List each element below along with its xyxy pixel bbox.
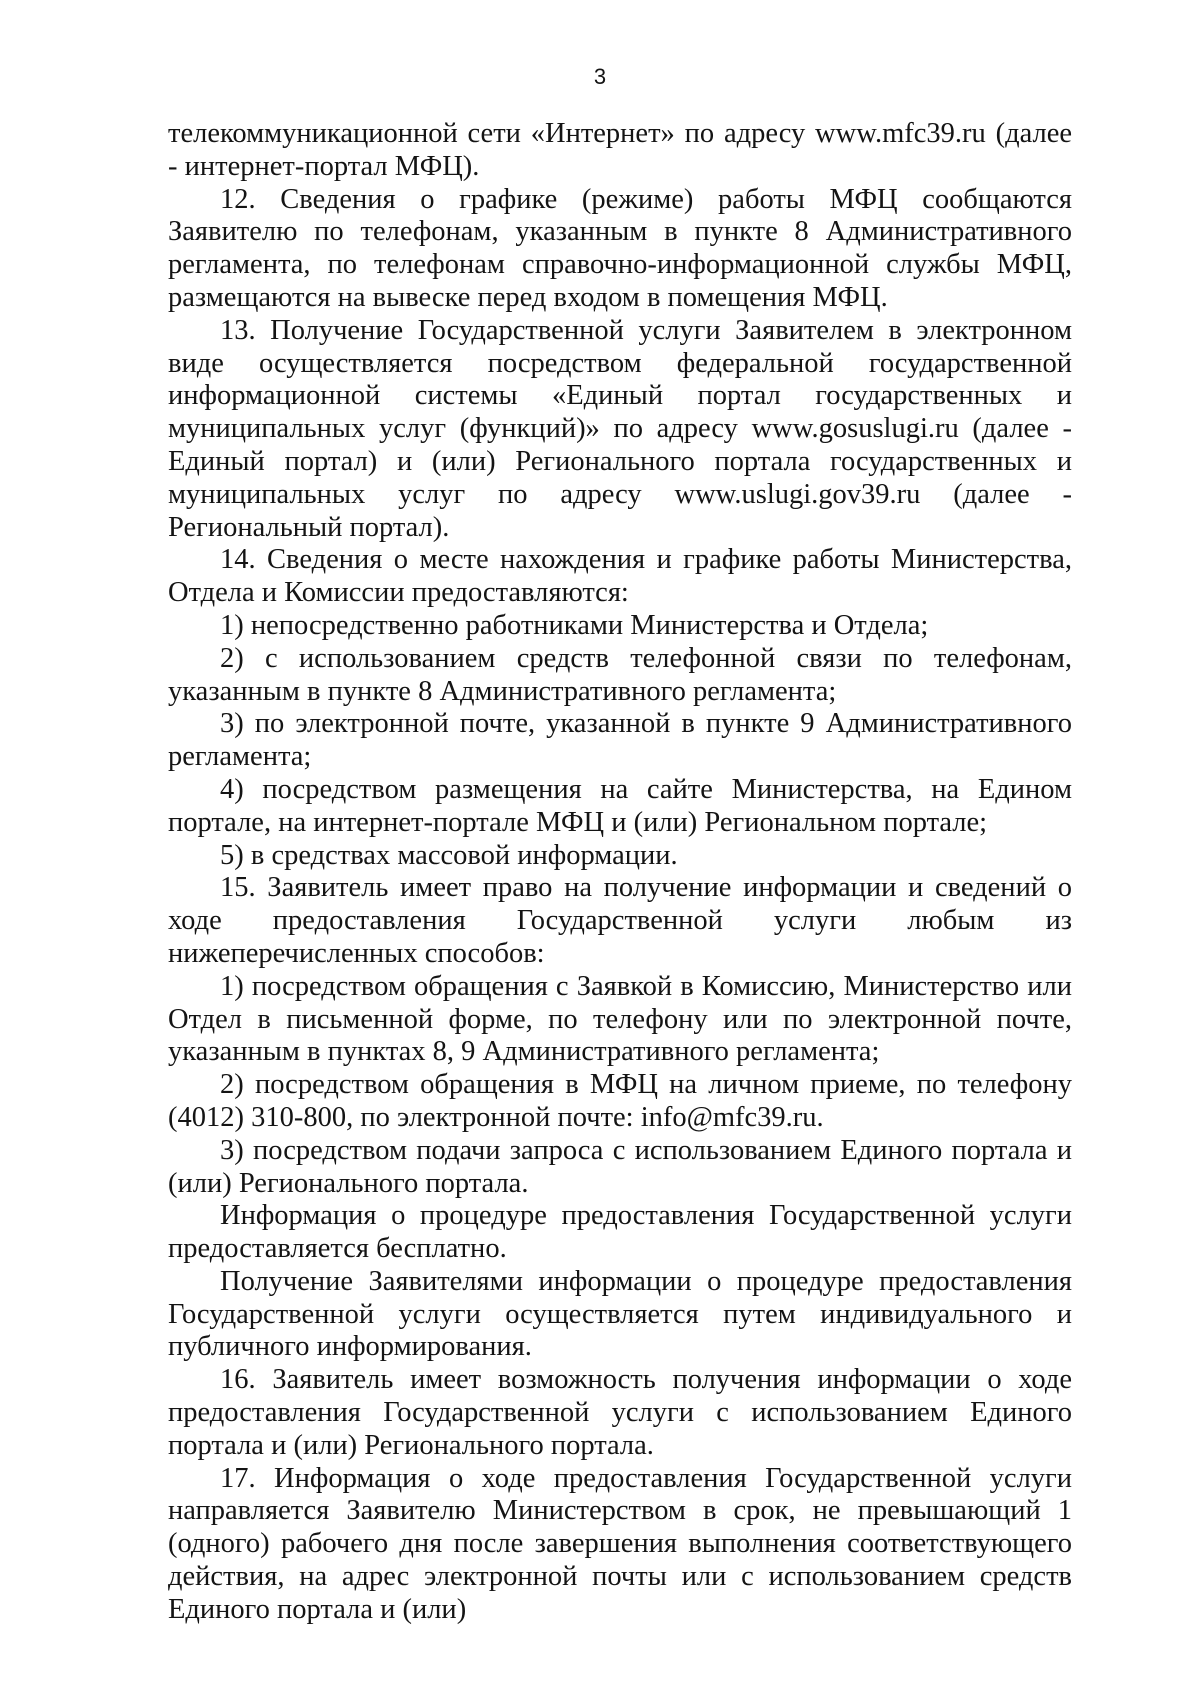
- paragraph: 14. Сведения о месте нахождения и графике работы Министерства, Отдела и Комиссии предоставляются:: [168, 544, 1072, 609]
- paragraph: 12. Сведения о графике (режиме) работы МФЦ сообщаются Заявителю по телефонам, указанным в пункте 8 Административного регламента, по телефонам справочно-информационной службы МФЦ, размещаются на вывеске перед входом в помещения МФЦ.: [168, 183, 1072, 313]
- paragraph: 17. Информация о ходе предоставления Государственной услуги направляется Заявителю Министерством в срок, не превышающий 1 (одного) рабочего дня после завершения выполнения соответствующего действия, на адрес электронной почты или с использованием средств Единого портала и (или): [168, 1462, 1072, 1625]
- paragraph: 2) с использованием средств телефонной связи по телефонам, указанным в пункте 8 Административного регламента;: [168, 642, 1072, 707]
- paragraph: 13. Получение Государственной услуги Заявителем в электронном виде осуществляется посредством федеральной государственной информационной системы «Единый портал государственных и муниципальных услуг (функций)» по адресу www.gosuslugi.ru (далее - Единый портал) и (или) Регионального портала государственных и муниципальных услуг по адресу www.uslugi.gov39.ru (далее - Региональный портал).: [168, 314, 1072, 543]
- document-body: [168, 118, 1072, 1627]
- paragraph: 3) посредством подачи запроса с использованием Единого портала и (или) Регионального портала.: [168, 1134, 1072, 1199]
- paragraph: 4) посредством размещения на сайте Министерства, на Едином портале, на интернет-портале МФЦ и (или) Региональном портале;: [168, 773, 1072, 838]
- paragraph: 5) в средствах массовой информации.: [220, 839, 678, 871]
- paragraph: 1) посредством обращения с Заявкой в Комиссию, Министерство или Отдел в письменной форме, по телефону или по электронной почте, указанным в пунктах 8, 9 Административного регламента;: [168, 970, 1072, 1068]
- paragraph: 2) посредством обращения в МФЦ на личном приеме, по телефону (4012) 310-800, по электронной почте: info@mfc39.ru.: [168, 1069, 1072, 1133]
- paragraph: 1) непосредственно работниками Министерства и Отдела;: [220, 609, 929, 641]
- paragraph: телекоммуникационной сети «Интернет» по адресу www.mfc39.ru (далее - интернет-портал МФЦ).: [168, 118, 1072, 182]
- paragraph: 15. Заявитель имеет право на получение информации и сведений о ходе предоставления Государственной услуги любым из нижеперечисленных способов:: [168, 872, 1072, 969]
- paragraph: Получение Заявителями информации о процедуре предоставления Государственной услуги осуществляется путем индивидуального и публичного информирования.: [168, 1265, 1072, 1363]
- paragraph: 16. Заявитель имеет возможность получения информации о ходе предоставления Государственной услуги с использованием Единого портала и (или) Регионального портала.: [168, 1364, 1072, 1461]
- paragraph: 3) по электронной почте, указанной в пункте 9 Административного регламента;: [168, 708, 1072, 773]
- paragraph: Информация о процедуре предоставления Государственной услуги предоставляется бесплатно.: [168, 1200, 1072, 1265]
- page-number: 3: [593, 64, 607, 89]
